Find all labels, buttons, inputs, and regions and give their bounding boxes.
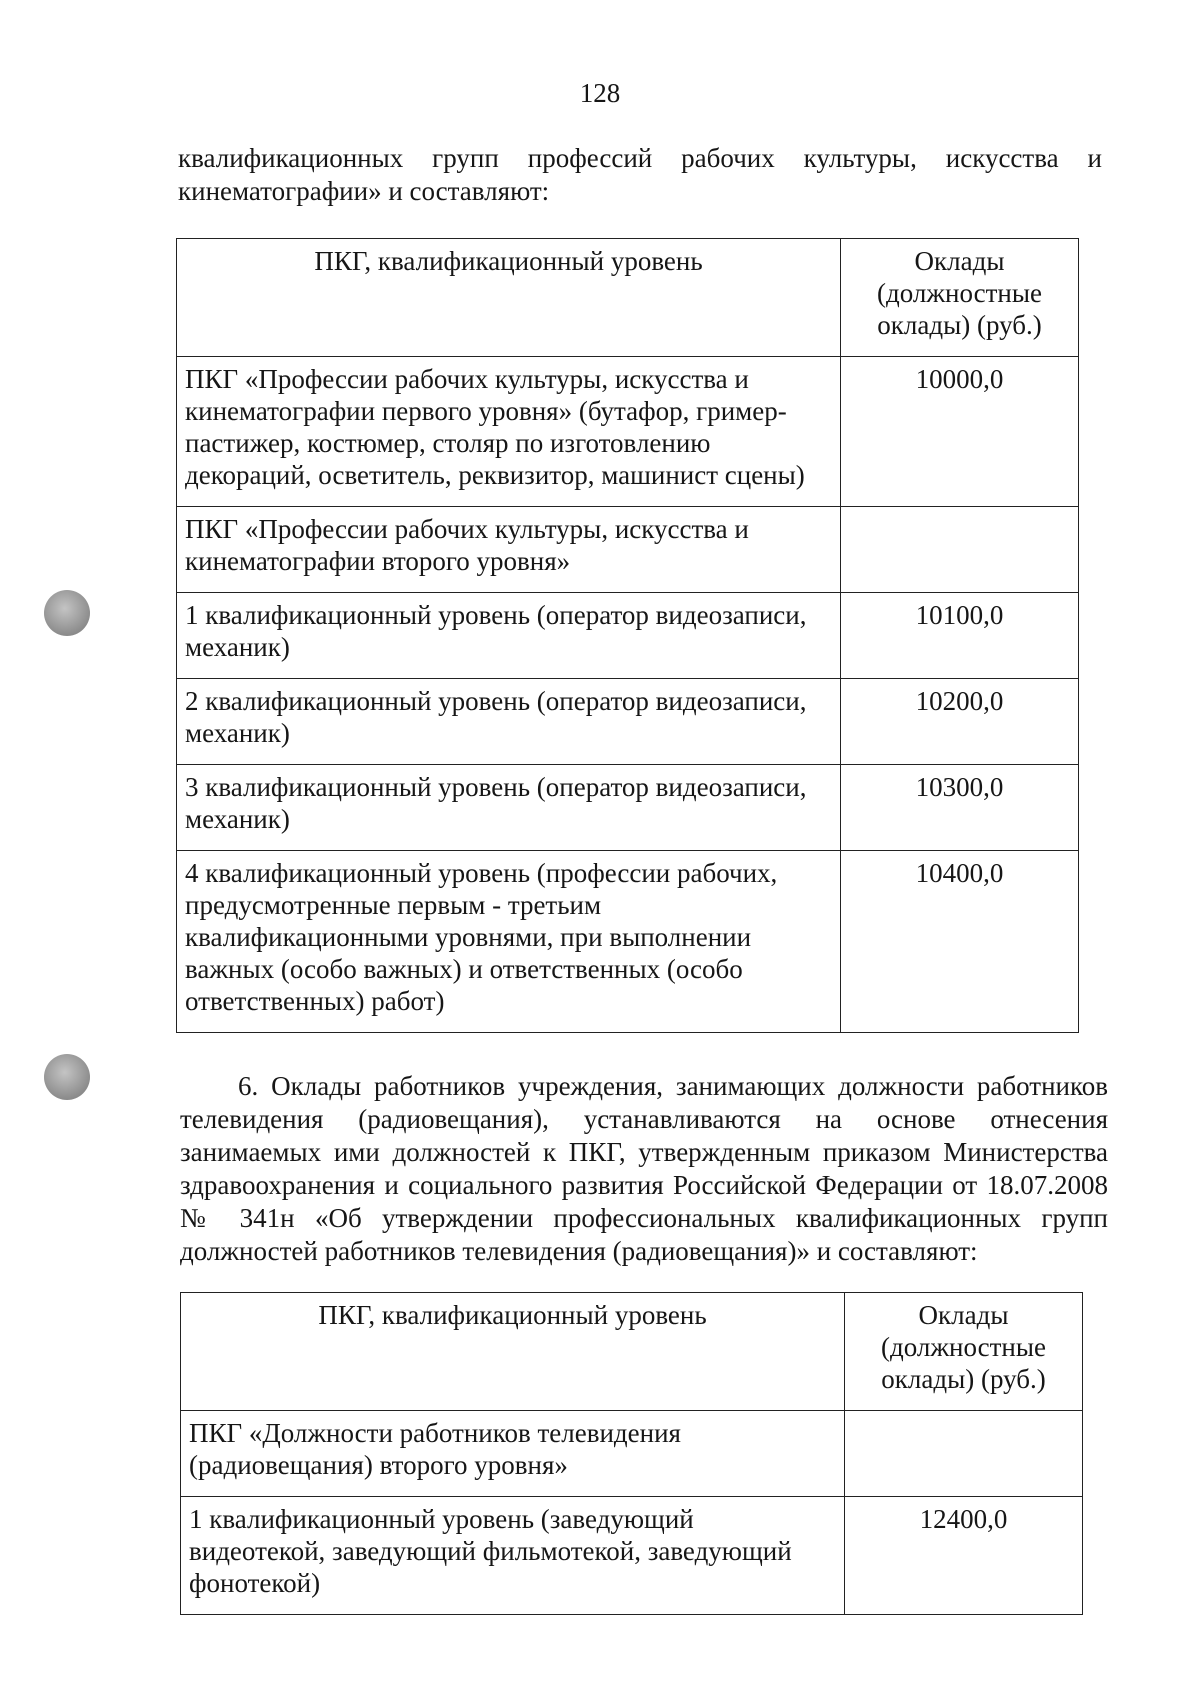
row-name: 1 квалификационный уровень (заведующий видеотекой, заведующий фильмотекой, заведующий фонотекой) [181,1497,845,1615]
header-salary: Оклады (должностные оклады) (руб.) [841,239,1079,357]
punch-hole [44,1054,90,1100]
intro-text-line1: квалификационных групп профессий рабочих культуры, искусства и [178,143,1102,173]
row-salary: 10000,0 [841,357,1079,507]
row-name: ПКГ «Профессии рабочих культуры, искусства и кинематографии второго уровня» [177,507,841,593]
salary-table-tv-workers [180,1292,1083,1615]
intro-text [178,142,1102,208]
page-number: 128 [579,78,621,108]
row-salary: 10100,0 [841,593,1079,679]
row-salary: 10200,0 [841,679,1079,765]
table-row [177,593,1079,679]
table-header-row [181,1293,1083,1411]
punch-hole [44,590,90,636]
row-name: ПКГ «Профессии рабочих культуры, искусства и кинематографии первого уровня» (бутафор, гример-пастижер, костюмер, столяр по изготовлению декораций, осветитель, реквизитор, машинист сцены) [177,357,841,507]
table-row [177,765,1079,851]
row-salary: 10400,0 [841,851,1079,1033]
row-name: 1 квалификационный уровень (оператор видеозаписи, механик) [177,593,841,679]
salary-table-culture-workers [176,238,1079,1033]
row-name: 3 квалификационный уровень (оператор видеозаписи, механик) [177,765,841,851]
intro-text-line2: кинематографии» и составляют: [178,176,550,206]
header-salary: Оклады (должностные оклады) (руб.) [845,1293,1083,1411]
table-row [181,1497,1083,1615]
row-name: 2 квалификационный уровень (оператор видеозаписи, механик) [177,679,841,765]
row-name: 4 квалификационный уровень (профессии рабочих, предусмотренные первым - третьим квалификационными уровнями, при выполнении важных (особо важных) и ответственных (особо ответственных) работ) [177,851,841,1033]
table-row [181,1411,1083,1497]
table-header-row [177,239,1079,357]
row-salary: 12400,0 [845,1497,1083,1615]
table-row [177,679,1079,765]
row-salary [845,1411,1083,1497]
table-row [177,357,1079,507]
header-qualification-level: ПКГ, квалификационный уровень [181,1293,845,1411]
row-salary: 10300,0 [841,765,1079,851]
row-salary [841,507,1079,593]
header-qualification-level: ПКГ, квалификационный уровень [177,239,841,357]
table-row [177,851,1079,1033]
paragraph-6: 6. Оклады работников учреждения, занимающих должности работников телевидения (радиовещания), устанавливаются на основе отнесения занимаемых ими должностей к ПКГ, утвержденным приказом Министерства здравоохранения и социального развития Российской Федерации от 18.07.2008 № 341н «Об утверждении профессиональных квалификационных групп должностей работников телевидения (радиовещания)» и составляют: [180,1071,1108,1266]
table-row [177,507,1079,593]
row-name: ПКГ «Должности работников телевидения (радиовещания) второго уровня» [181,1411,845,1497]
